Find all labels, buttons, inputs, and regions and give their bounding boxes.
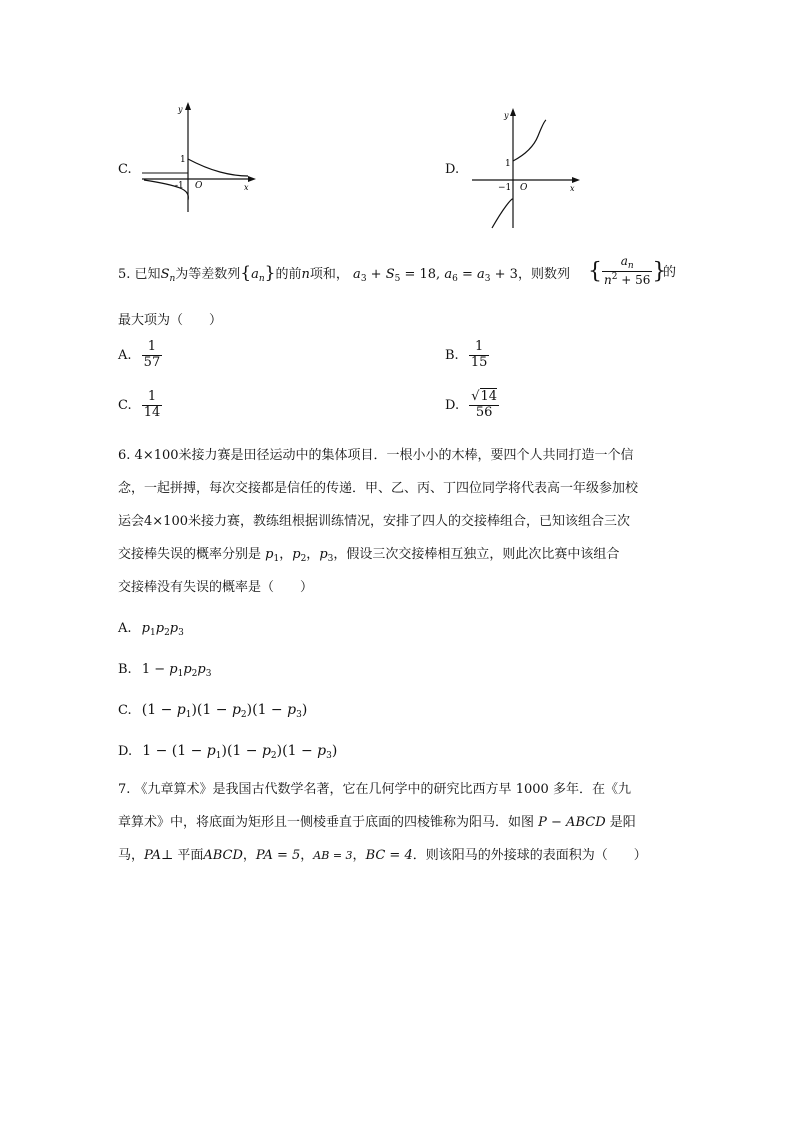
graph-d-y-arrow <box>510 108 516 116</box>
q5-condition: $a_3 + S_5 = 18$, $a_6 = a_3 + 3$ <box>353 267 518 284</box>
q5-option-d[interactable] <box>445 390 499 421</box>
q5-sequence-expr: { $\frac{a_n}{n^2 + 56}$ } <box>588 254 667 288</box>
q6-option-c[interactable]: C. $(1 - p_1)(1 - p_2)(1 - p_3)$ <box>118 702 308 720</box>
q7-text-2c: 是阳 <box>609 815 636 830</box>
graph-c-x-label: x <box>244 183 249 192</box>
q5-option-b-num: 1 <box>474 339 484 354</box>
q7-text-3a: 马， <box>118 848 145 863</box>
q5-text-5: ，则数列 <box>517 267 570 282</box>
q7-line3 <box>118 848 647 864</box>
q7-number: 7. <box>118 782 131 797</box>
q5-text-1: 已知 <box>134 267 161 282</box>
graph-d <box>470 106 585 231</box>
q7-plane: ABCD <box>203 848 243 863</box>
q5-option-d-den: 56 <box>469 405 499 421</box>
q6-line4: 交接棒失误的概率分别是 $p_1$，$p_2$，$p_3$，假设三次交接棒相互独立，则此次比赛中该组合 <box>118 547 620 564</box>
q7-pyramid: P − ABCD <box>538 815 606 830</box>
q7-comma-1: ， <box>242 848 256 863</box>
q6-text-3c: 米接力赛，教练组根据训练情况，安排了四人的交接棒组合，已知该组合三次 <box>188 514 631 529</box>
graph-c-y-arrow <box>185 102 191 110</box>
option-c-label: C. <box>118 162 132 177</box>
q7-text-1c: 多年．在《九 <box>552 782 631 797</box>
q5-option-b-label: B. <box>445 347 459 363</box>
q6-text-1: 米接力赛是田径运动中的集体项目．一根小小的木棒，要四个人共同打造一个信 <box>178 448 634 463</box>
graph-c-curve-right <box>188 159 248 176</box>
q5-option-c[interactable] <box>118 390 162 421</box>
graph-d-y-label: y <box>504 111 509 120</box>
q5-text-6: 的 <box>663 265 677 280</box>
graph-c-origin: O <box>195 181 203 191</box>
q6-line1 <box>118 448 634 464</box>
q7-pa: PA <box>144 848 161 863</box>
q6-text-4a: 交接棒失误的概率分别是 <box>118 547 262 562</box>
graph-d-one: 1 <box>505 159 511 169</box>
q7-years: 1000 <box>515 782 549 797</box>
q6-text-3a: 运会 <box>118 514 145 529</box>
q5-line1: 5. 已知$S_n$为等差数列$\{a_n\}$的前n项和， $a_3 + S_5 = 18$, $a_6 = a_3 + 3$，则数列 <box>118 263 570 284</box>
graph-d-origin: O <box>520 183 528 193</box>
q6-option-c-label: C. <box>118 703 132 718</box>
q7-text-1a: 《九章算术》是我国古代数学名著，它在几何学中的研究比西方早 <box>134 782 512 797</box>
graph-c <box>140 100 260 215</box>
q7-text-2a: 章算术》中，将底面为矩形且一侧棱垂直于底面的四棱锥称为阳马．如图 <box>118 815 535 830</box>
graph-d-curve-left <box>492 199 513 228</box>
q5-text-3: 的前 <box>275 267 302 282</box>
q7-comma-3: ， <box>352 848 366 863</box>
q7-text-3k: ．则该阳马的外接球的表面积为（ ） <box>412 848 647 863</box>
graph-c-y-label: y <box>178 105 183 114</box>
q5-option-a-label: A. <box>118 347 132 363</box>
q7-pa-value: PA = 5 <box>255 848 301 863</box>
q5-option-d-num: 14 <box>480 389 498 404</box>
graph-d-x-arrow <box>572 177 580 183</box>
q5-number: 5. <box>118 267 131 282</box>
graph-d-neg-one: −1 <box>498 183 512 193</box>
q6-option-b[interactable]: B. $1 - p_1p_2p_3$ <box>118 662 212 679</box>
graph-d-curve-right <box>513 120 546 161</box>
q7-line1 <box>118 782 631 798</box>
q6-option-d-label: D. <box>118 744 133 759</box>
q5-option-d-label: D. <box>445 397 460 413</box>
q6-option-b-label: B. <box>118 662 132 677</box>
q6-line3 <box>118 514 630 530</box>
q5-option-b[interactable] <box>445 340 489 371</box>
q6-relay-2: 4×100 <box>144 514 188 529</box>
q7-bc-value: BC = 4 <box>365 848 413 863</box>
q6-line2: 念，一起拼搏，每次交接都是信任的传递．甲、乙、丙、丁四位同学将代表高一年级参加校 <box>118 481 639 496</box>
q6-option-a[interactable]: A. $p_1p_2p_3$ <box>118 621 184 638</box>
q5-option-a-num: 1 <box>147 339 157 354</box>
q5-option-a-den: 57 <box>143 354 161 370</box>
q5-option-c-den: 14 <box>143 404 161 420</box>
q5-text-4: 项和， <box>309 267 349 282</box>
q5-line2: 最大项为（ ） <box>118 313 223 328</box>
q6-number: 6. <box>118 448 131 463</box>
q5-option-a[interactable] <box>118 340 162 371</box>
q5-text-2: 为等差数列 <box>175 267 241 282</box>
q7-comma-2: ， <box>300 848 314 863</box>
q6-option-d[interactable]: D. $1 - (1 - p_1)(1 - p_2)(1 - p_3)$ <box>118 743 338 761</box>
option-d-label: D. <box>445 162 460 177</box>
graph-c-x-arrow <box>248 176 256 182</box>
q7-line2 <box>118 815 636 831</box>
q7-perp: ⊥ 平面 <box>160 848 204 863</box>
sqrt-icon: √ <box>471 389 480 404</box>
q5-option-c-label: C. <box>118 397 132 413</box>
graph-c-one: 1 <box>180 155 186 165</box>
q6-relay-1: 4×100 <box>134 448 179 463</box>
graph-c-neg-one: -1 <box>175 181 184 191</box>
q6-line5: 交接棒没有失误的概率是（ ） <box>118 580 314 595</box>
q7-ab-value: AB = 3 <box>313 849 353 862</box>
graph-d-x-label: x <box>570 184 575 193</box>
q5-option-c-num: 1 <box>147 389 157 404</box>
q5-option-b-den: 15 <box>470 354 488 370</box>
q6-option-a-label: A. <box>118 621 132 636</box>
q6-text-4b: ，假设三次交接棒相互独立，则此次比赛中该组合 <box>333 547 620 562</box>
